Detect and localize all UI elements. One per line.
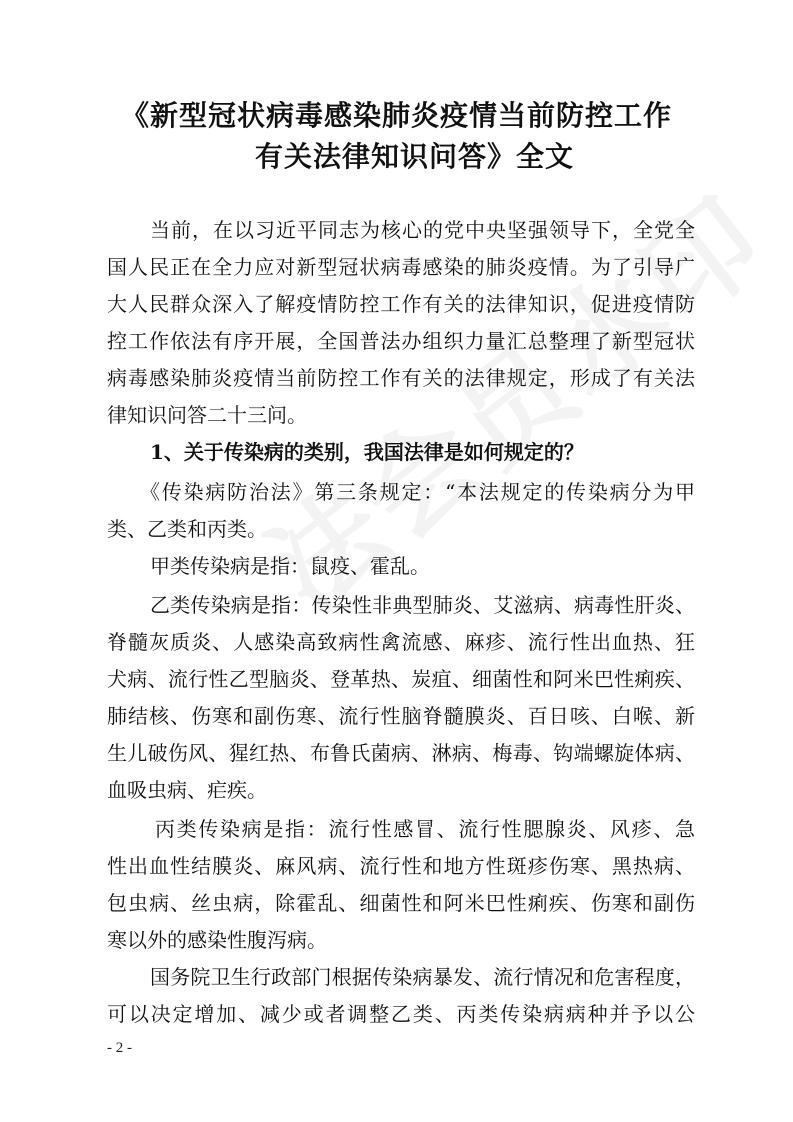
body-line: 肺结核、伤寒和副伤寒、流行性脑脊髓膜炎、百日咳、白喉、新 bbox=[107, 704, 695, 728]
body-line: 寒以外的感染性腹泻病。 bbox=[107, 928, 327, 952]
body-line: 可以决定增加、减少或者调整乙类、丙类传染病病种并予以公 bbox=[107, 1002, 695, 1026]
body-line: 《传染病防治法》第三条规定：“本法规定的传染病分为甲 bbox=[140, 480, 695, 504]
body-line: 脊髓灰质炎、人感染高致病性禽流感、麻疹、流行性出血热、狂 bbox=[107, 630, 695, 654]
body-line: 当前，在以习近平同志为核心的党中央坚强领导下，全党全 bbox=[150, 218, 695, 242]
page-number: - 2 - bbox=[107, 1040, 132, 1056]
body-line: 生儿破伤风、猩红热、布鲁氏菌病、淋病、梅毒、钩端螺旋体病、 bbox=[107, 741, 695, 765]
body-line: 甲类传染病是指：鼠疫、霍乱。 bbox=[150, 554, 430, 578]
body-line: 类、乙类和丙类。 bbox=[107, 517, 267, 541]
body-line: 丙类传染病是指：流行性感冒、流行性腮腺炎、风疹、急 bbox=[155, 817, 695, 841]
body-line: 病毒感染肺炎疫情当前防控工作有关的法律规定，形成了有关法 bbox=[107, 366, 695, 390]
body-line: 犬病、流行性乙型脑炎、登革热、炭疽、细菌性和阿米巴性痢疾、 bbox=[107, 667, 695, 691]
body-line: 律知识问答二十三问。 bbox=[107, 403, 307, 427]
body-line: 大人民群众深入了解疫情防控工作有关的法律知识，促进疫情防 bbox=[107, 292, 695, 316]
document-title-line-1: 《新型冠状病毒感染肺炎疫情当前防控工作 bbox=[120, 99, 672, 132]
body-line: 国人民正在全力应对新型冠状病毒感染的肺炎疫情。为了引导广 bbox=[107, 255, 695, 279]
section-heading: 1、关于传染病的类别，我国法律是如何规定的？ bbox=[150, 440, 584, 464]
body-line: 控工作依法有序开展，全国普法办组织力量汇总整理了新型冠状 bbox=[107, 329, 695, 353]
body-line: 性出血性结膜炎、麻风病、流行性和地方性斑疹伤寒、黑热病、 bbox=[107, 854, 695, 878]
body-line: 包虫病、丝虫病，除霍乱、细菌性和阿米巴性痢疾、伤寒和副伤 bbox=[107, 891, 695, 915]
body-line: 国务院卫生行政部门根据传染病暴发、流行情况和危害程度， bbox=[150, 965, 695, 989]
body-line: 血吸虫病、疟疾。 bbox=[107, 778, 267, 802]
document-title-line-2: 有关法律知识问答》全文 bbox=[254, 140, 574, 173]
body-line: 乙类传染病是指：传染性非典型肺炎、艾滋病、病毒性肝炎、 bbox=[150, 593, 695, 617]
